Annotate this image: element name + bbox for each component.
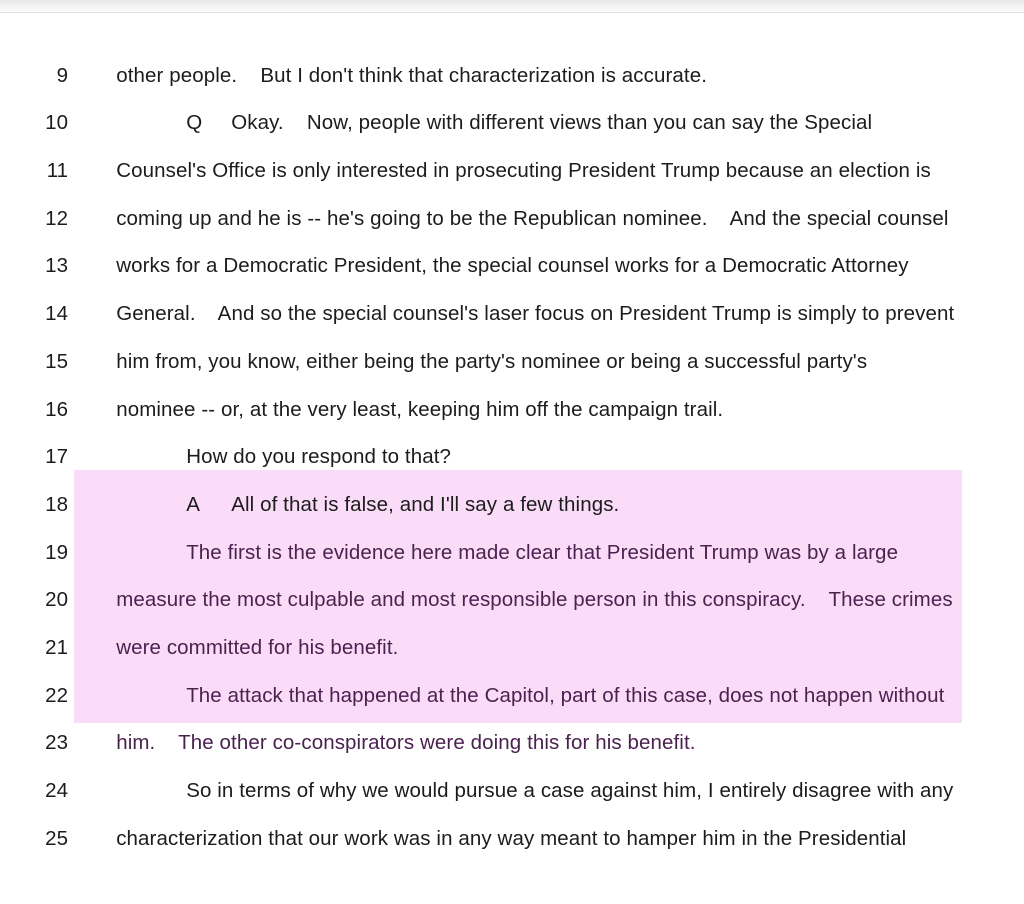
line-body <box>186 111 872 134</box>
line-body <box>116 398 723 421</box>
line-body <box>186 445 451 468</box>
line-number: 11 <box>46 159 69 183</box>
line-text: characterization that our work was in any way meant to hamper him in the Presidential <box>116 826 907 850</box>
speaker-label: Q <box>186 111 203 135</box>
line-text: All of that is false, and I'll say a few things. <box>231 492 620 516</box>
transcript-lines <box>0 4 1024 850</box>
line-number: 24 <box>45 779 69 803</box>
line-number: 14 <box>45 302 69 326</box>
line-text: other people. But I don't think that characterization is accurate. <box>116 63 708 87</box>
line-text: Okay. Now, people with different views than you can say the Special <box>231 111 873 135</box>
line-text: The first is the evidence here made clear that President Trump was by a large <box>186 540 899 564</box>
line-number: 18 <box>45 492 69 516</box>
line-body <box>116 636 398 659</box>
line-body <box>116 827 906 850</box>
line-text: him from, you know, either being the party's nominee or being a successful party's <box>116 349 868 373</box>
line-text: The attack that happened at the Capitol, part of this case, does not happen without <box>186 683 945 707</box>
line-body <box>116 350 867 373</box>
line-text: Counsel's Office is only interested in prosecuting President Trump because an election is <box>116 159 931 183</box>
line-number: 20 <box>45 588 69 612</box>
line-body <box>116 588 953 611</box>
line-text: were committed for his benefit. <box>116 635 399 659</box>
line-number: 25 <box>45 826 69 850</box>
line-body <box>186 779 953 802</box>
line-number: 16 <box>45 397 69 421</box>
line-number: 12 <box>45 206 69 230</box>
line-number: 13 <box>45 254 69 278</box>
line-number: 9 <box>56 63 69 87</box>
line-number: 19 <box>45 540 69 564</box>
line-text: How do you respond to that? <box>186 445 452 469</box>
line-number: 10 <box>45 111 69 135</box>
line-text: him. The other co-conspirators were doing this for his benefit. <box>116 731 696 755</box>
line-number: 22 <box>45 683 69 707</box>
line-body <box>186 684 944 707</box>
line-body <box>116 302 954 325</box>
line-body <box>186 493 619 516</box>
line-text: General. And so the special counsel's laser focus on President Trump is simply to prevent <box>116 302 955 326</box>
line-number: 15 <box>45 349 69 373</box>
line-text: measure the most culpable and most responsible person in this conspiracy. These crimes <box>116 588 953 612</box>
line-number: 21 <box>45 635 69 659</box>
line-body <box>116 207 948 230</box>
line-body <box>116 159 931 182</box>
line-body <box>116 731 695 754</box>
line-body <box>186 541 898 564</box>
line-text: So in terms of why we would pursue a case against him, I entirely disagree with any <box>186 779 954 803</box>
line-body <box>116 254 908 277</box>
page-top-edge-shadow <box>0 0 1024 13</box>
line-text: works for a Democratic President, the special counsel works for a Democratic Attorney <box>116 254 909 278</box>
speaker-label: A <box>186 492 200 516</box>
line-text: coming up and he is -- he's going to be the Republican nominee. And the special counsel <box>116 206 949 230</box>
line-number: 17 <box>45 445 69 469</box>
line-text: nominee -- or, at the very least, keeping him off the campaign trail. <box>116 397 724 421</box>
line-number: 23 <box>45 731 69 755</box>
line-body <box>116 64 707 87</box>
